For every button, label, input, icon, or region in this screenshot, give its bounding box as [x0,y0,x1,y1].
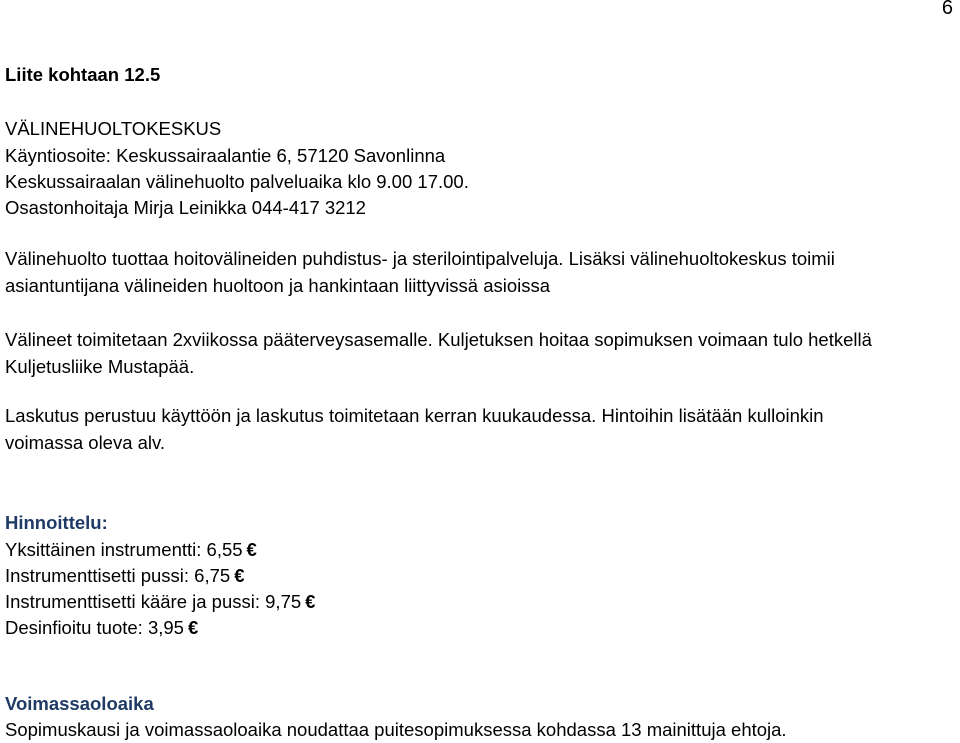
price-item-label: Instrumenttisetti pussi: 6,75 [5,565,231,586]
price-item [5,617,198,639]
price-item-label: Desinfioitu tuote: 3,95 [5,617,184,638]
price-item [5,565,245,587]
attachment-heading: Liite kohtaan 12.5 [5,64,161,85]
paragraph-line: Kuljetusliike Mustapää. [5,356,195,377]
center-hours: Keskussairaalan välinehuolto palveluaika klo 9.00 17.00. [5,171,469,192]
validity-text: Sopimuskausi ja voimassaoloaika noudattaa puitesopimuksessa kohdassa 13 mainittuja ehtoja. [5,719,787,740]
paragraph-line: Laskutus perustuu käyttöön ja laskutus toimitetaan kerran kuukaudessa. Hintoihin lisätään kulloinkin [5,405,824,426]
price-item [5,539,257,561]
euro-icon: € [246,539,257,560]
euro-icon: € [234,565,245,586]
price-item [5,591,315,613]
price-item-label: Instrumenttisetti kääre ja pussi: 9,75 [5,591,302,612]
validity-title: Voimassaoloaika [5,693,154,714]
pricing-title: Hinnoittelu: [5,512,108,533]
euro-icon: € [187,617,199,638]
euro-icon: € [305,591,316,612]
paragraph-line: asiantuntijana välineiden huoltoon ja hankintaan liittyvissä asioissa [5,275,551,296]
paragraph-line: Välineet toimitetaan 2xviikossa pääterveysasemalle. Kuljetuksen hoitaa sopimuksen voimaan tulo hetkellä [5,329,872,350]
paragraph-line: voimassa oleva alv. [5,432,166,453]
price-item-label: Yksittäinen instrumentti: 6,55 [5,539,243,560]
page-number: 6 [941,0,953,19]
paragraph-line: Välinehuolto tuottaa hoitovälineiden puhdistus- ja sterilointipalveluja. Lisäksi välinehuoltokeskus toimii [5,248,835,269]
center-contact: Osastonhoitaja Mirja Leinikka 044-417 3212 [5,197,366,218]
center-address: Käyntiosoite: Keskussairaalantie 6, 57120 Savonlinna [5,145,446,166]
center-name: VÄLINEHUOLTOKESKUS [5,118,222,139]
